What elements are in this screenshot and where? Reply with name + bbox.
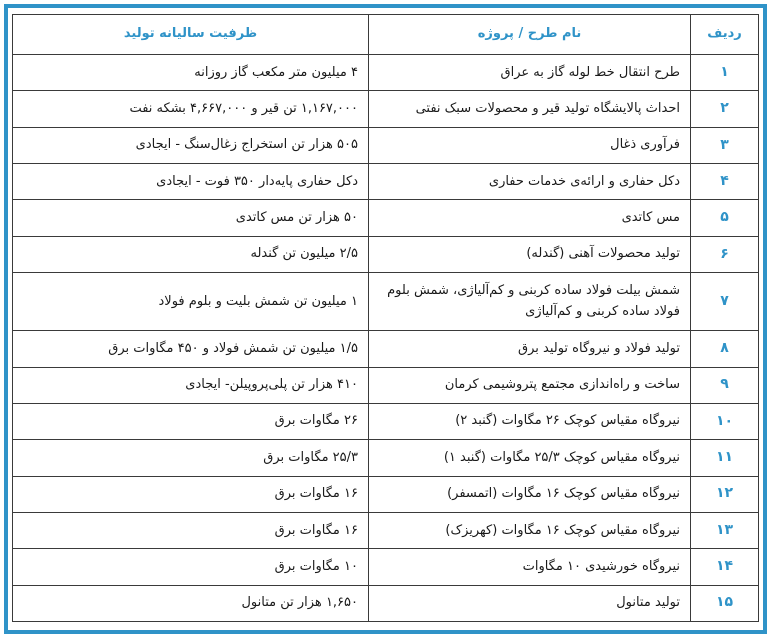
row-number: ۱۰ (691, 403, 759, 439)
project-name: تولید فولاد و نیروگاه تولید برق (369, 331, 691, 367)
row-number: ۱۴ (691, 549, 759, 585)
header-project: نام طرح / پروژه (369, 15, 691, 55)
table-row (13, 549, 759, 585)
capacity-value: ۵۰ هزار تن مس کاتدی (13, 200, 369, 236)
project-name: فرآوری ذغال (369, 127, 691, 163)
table-row (13, 440, 759, 476)
row-number: ۷ (691, 273, 759, 331)
row-number: ۳ (691, 127, 759, 163)
header-row-no: ردیف (691, 15, 759, 55)
capacity-value: ۴ میلیون متر مکعب گاز روزانه (13, 55, 369, 91)
table-row (13, 164, 759, 200)
row-number: ۹ (691, 367, 759, 403)
table-row (13, 585, 759, 621)
table-row (13, 273, 759, 331)
row-number: ۲ (691, 91, 759, 127)
table-row (13, 236, 759, 272)
table-row (13, 476, 759, 512)
table-row (13, 91, 759, 127)
table-row (13, 200, 759, 236)
project-name: ساخت و راه‌اندازی مجتمع پتروشیمی کرمان (369, 367, 691, 403)
capacity-value: ۱ میلیون تن شمش بلیت و بلوم فولاد (13, 273, 369, 331)
row-number: ۱۱ (691, 440, 759, 476)
table-header-row (13, 15, 759, 55)
project-name: نیروگاه مقیاس کوچک ۲۵/۳ مگاوات (گنبد ۱) (369, 440, 691, 476)
capacity-value: ۱۰ مگاوات برق (13, 549, 369, 585)
project-name: تولید محصولات آهنی (گندله) (369, 236, 691, 272)
capacity-value: ۲۶ مگاوات برق (13, 403, 369, 439)
table-row (13, 331, 759, 367)
project-name: نیروگاه مقیاس کوچک ۱۶ مگاوات (کهریزک) (369, 512, 691, 548)
project-name: شمش بیلت فولاد ساده کربنی و کم‌آلیاژی، شمش بلوم فولاد ساده کربنی و کم‌آلیاژی (369, 273, 691, 331)
capacity-value: ۴۱۰ هزار تن پلی‌پروپیلن- ایجادی (13, 367, 369, 403)
header-capacity: ظرفیت سالیانه تولید (13, 15, 369, 55)
table-row (13, 55, 759, 91)
project-name: نیروگاه مقیاس کوچک ۲۶ مگاوات (گنبد ۲) (369, 403, 691, 439)
project-name: احداث پالایشگاه تولید قیر و محصولات سبک نفتی (369, 91, 691, 127)
capacity-value: ۲۵/۳ مگاوات برق (13, 440, 369, 476)
row-number: ۸ (691, 331, 759, 367)
table-row (13, 403, 759, 439)
capacity-value: ۵۰۵ هزار تن استخراج زغال‌سنگ - ایجادی (13, 127, 369, 163)
table-row (13, 367, 759, 403)
project-name: طرح انتقال خط لوله گاز به عراق (369, 55, 691, 91)
row-number: ۶ (691, 236, 759, 272)
row-number: ۱۳ (691, 512, 759, 548)
project-name: نیروگاه مقیاس کوچک ۱۶ مگاوات (اتمسفر) (369, 476, 691, 512)
table-frame (4, 4, 767, 634)
row-number: ۱۲ (691, 476, 759, 512)
row-number: ۵ (691, 200, 759, 236)
capacity-value: ۲/۵ میلیون تن گندله (13, 236, 369, 272)
row-number: ۱۵ (691, 585, 759, 621)
row-number: ۱ (691, 55, 759, 91)
project-name: دکل حفاری و ارائه‌ی خدمات حفاری (369, 164, 691, 200)
capacity-value: ۱/۵ میلیون تن شمش فولاد و ۴۵۰ مگاوات برق (13, 331, 369, 367)
project-name: نیروگاه خورشیدی ۱۰ مگاوات (369, 549, 691, 585)
table-row (13, 127, 759, 163)
project-name: مس کاتدی (369, 200, 691, 236)
row-number: ۴ (691, 164, 759, 200)
capacity-value: ۱,۱۶۷,۰۰۰ تن قیر و ۴,۶۶۷,۰۰۰ بشکه نفت (13, 91, 369, 127)
capacity-value: ۱۶ مگاوات برق (13, 512, 369, 548)
capacity-value: ۱,۶۵۰ هزار تن متانول (13, 585, 369, 621)
capacity-value: ۱۶ مگاوات برق (13, 476, 369, 512)
capacity-value: دکل حفاری پایه‌دار ۳۵۰ فوت - ایجادی (13, 164, 369, 200)
project-name: تولید متانول (369, 585, 691, 621)
table-row (13, 512, 759, 548)
projects-table (12, 14, 759, 622)
